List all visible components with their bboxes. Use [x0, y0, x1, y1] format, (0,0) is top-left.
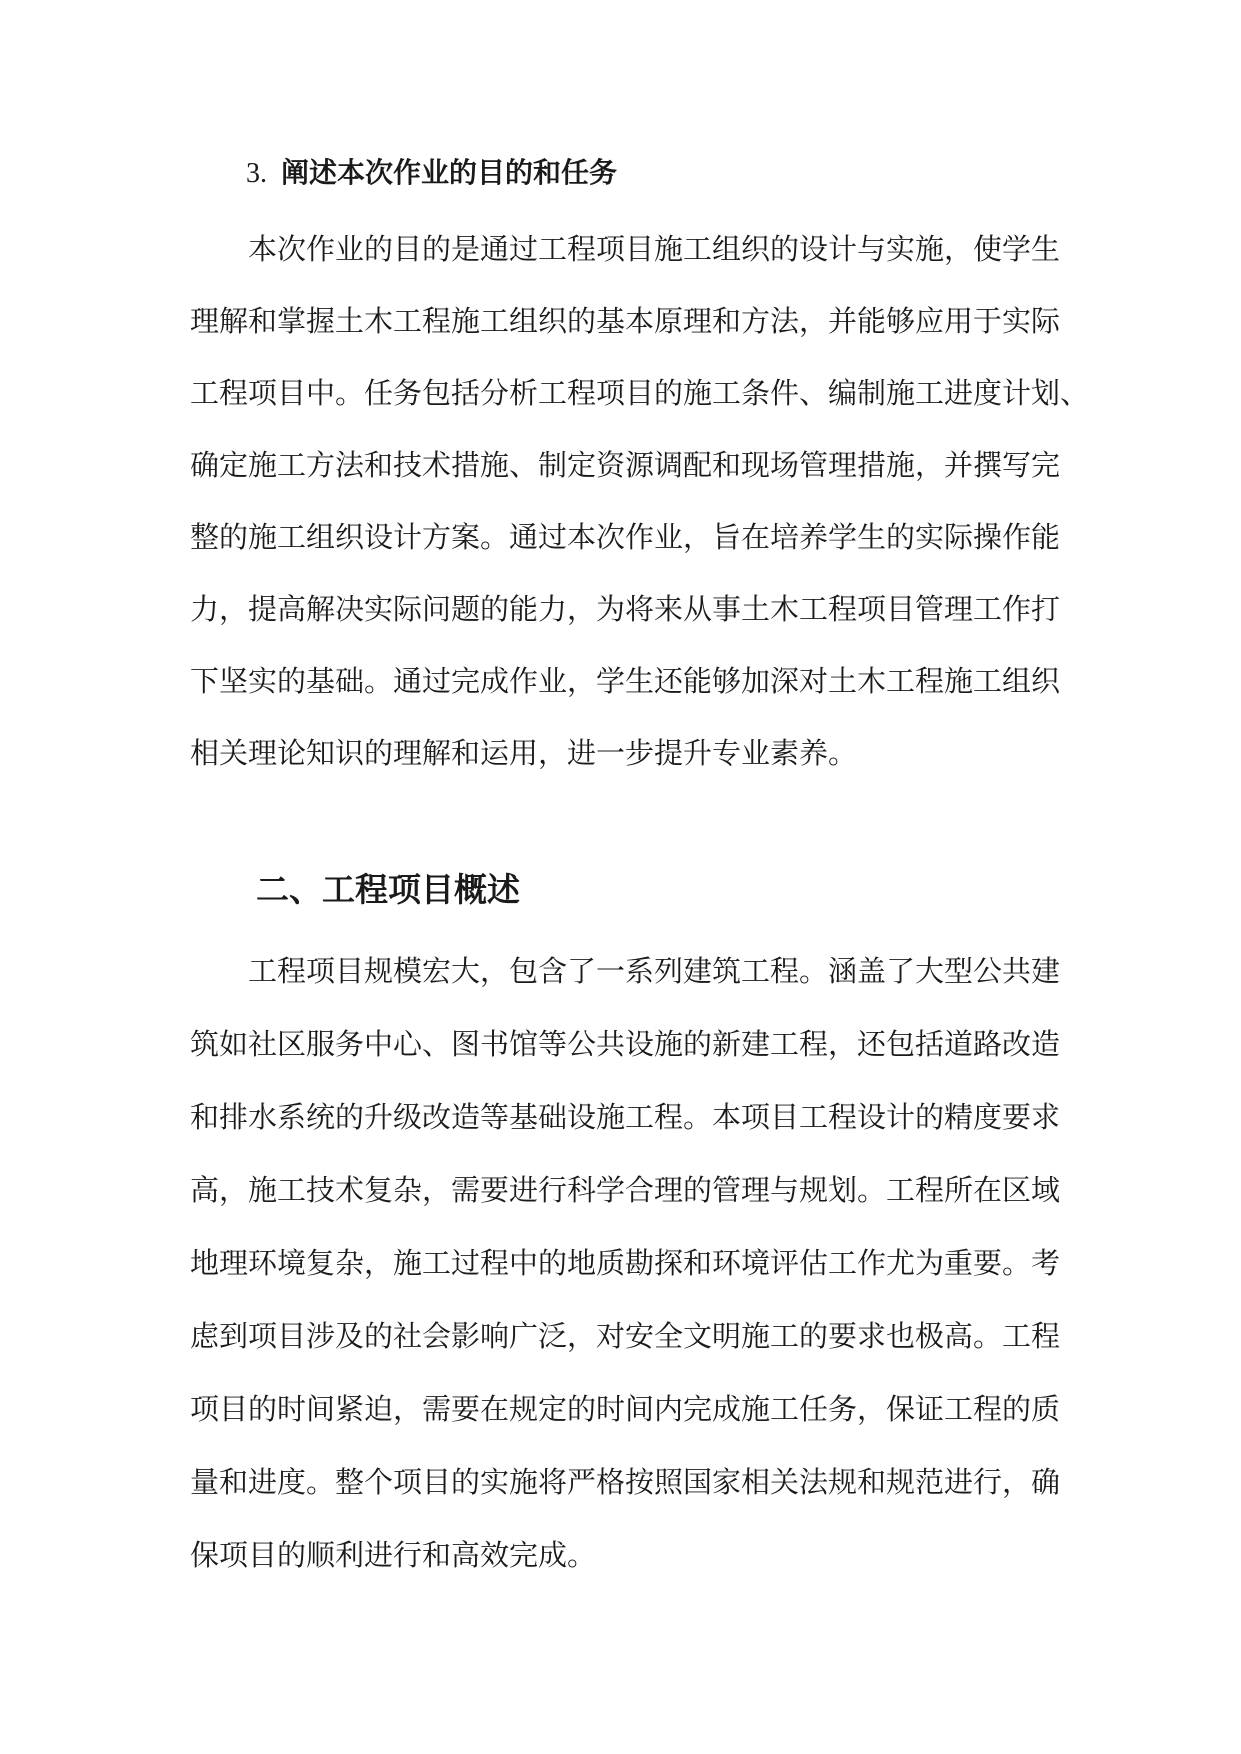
paragraph-line: 高，施工技术复杂，需要进行科学合理的管理与规划。工程所在区域 [190, 1173, 1061, 1207]
paragraph-line: 工程项目中。任务包括分析工程项目的施工条件、编制施工进度计划、 [190, 376, 1090, 410]
paragraph-line: 相关理论知识的理解和运用，进一步提升专业素养。 [190, 736, 858, 770]
section-two-heading: 二、工程项目概述 [256, 870, 520, 909]
paragraph-line: 和排水系统的升级改造等基础设施工程。本项目工程设计的精度要求 [190, 1100, 1061, 1134]
paragraph-line: 量和进度。整个项目的实施将严格按照国家相关法规和规范进行，确 [190, 1465, 1061, 1499]
section-3-title [246, 153, 617, 194]
paragraph-line: 力，提高解决实际问题的能力，为将来从事土木工程项目管理工作打 [190, 592, 1061, 626]
paragraph-line: 项目的时间紧迫，需要在规定的时间内完成施工任务，保证工程的质 [190, 1392, 1061, 1426]
paragraph-line: 确定施工方法和技术措施、制定资源调配和现场管理措施，并撰写完 [190, 448, 1061, 482]
paragraph-line: 保项目的顺利进行和高效完成。 [190, 1538, 597, 1572]
paragraph-line: 整的施工组织设计方案。通过本次作业，旨在培养学生的实际操作能 [190, 520, 1061, 554]
paragraph-line: 本次作业的目的是通过工程项目施工组织的设计与实施，使学生 [248, 232, 1061, 266]
section-3-number: 3. [246, 158, 267, 189]
paragraph-line: 筑如社区服务中心、图书馆等公共设施的新建工程，还包括道路改造 [190, 1027, 1061, 1061]
paragraph-line: 虑到项目涉及的社会影响广泛，对安全文明施工的要求也极高。工程 [190, 1319, 1061, 1353]
paragraph-line: 地理环境复杂，施工过程中的地质勘探和环境评估工作尤为重要。考 [190, 1246, 1061, 1280]
paragraph-line: 理解和掌握土木工程施工组织的基本原理和方法，并能够应用于实际 [190, 304, 1061, 338]
paragraph-line: 工程项目规模宏大，包含了一系列建筑工程。涵盖了大型公共建 [248, 954, 1061, 988]
paragraph-line: 下坚实的基础。通过完成作业，学生还能够加深对土木工程施工组织 [190, 664, 1061, 698]
section-3-title-text: 阐述本次作业的目的和任务 [281, 156, 618, 189]
